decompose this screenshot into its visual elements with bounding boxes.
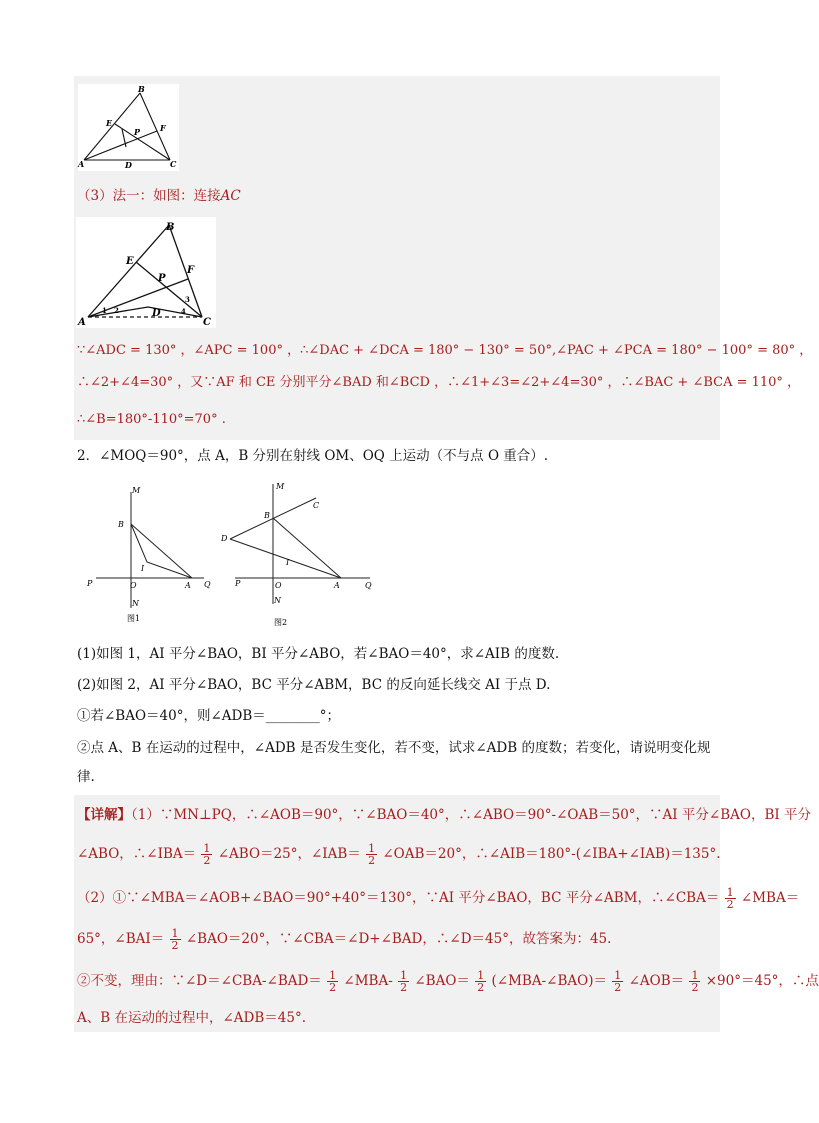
label-P: P bbox=[134, 127, 141, 137]
label-F: F bbox=[160, 123, 166, 133]
label-A: A bbox=[78, 159, 85, 169]
solution-line-1: ∵∠ADC = 130° ，∠APC = 100° ，∴∠DAC + ∠DCA = 180° − 130° = 50°,∠PAC + ∠PCA = 180° − 100° = 80° ， bbox=[77, 343, 813, 358]
solution-line-3: ∴∠B=180°-110°=70° . bbox=[77, 412, 226, 427]
label-B: B bbox=[166, 222, 175, 233]
label-M: M bbox=[276, 482, 285, 491]
label-M: M bbox=[132, 486, 141, 495]
question-2-part-2b-line1: ②点 A、B 在运动的过程中，∠ADB 是否发生变化，若不变，试求∠ADB 的度数；若变化，请说明变化规 bbox=[77, 740, 711, 756]
figure-2-caption: 图2 bbox=[274, 618, 288, 627]
angle-1: 1 bbox=[102, 306, 107, 315]
label-A: A bbox=[185, 581, 191, 590]
triangle-figure-a bbox=[78, 84, 179, 171]
detail-line-6: A、B 在运动的过程中，∠ADB＝45°. bbox=[77, 1010, 306, 1026]
fraction-half: $\frac{1}{2}$ bbox=[691, 969, 699, 994]
label-N: N bbox=[132, 599, 139, 608]
fraction-half: $\frac{1}{2}$ bbox=[726, 886, 734, 911]
label-B: B bbox=[138, 84, 145, 94]
label-B: B bbox=[118, 520, 124, 529]
question-2-part-2b-line2: 律. bbox=[77, 769, 95, 785]
detail-line-2: ∠ABO，∴∠IBA＝ $\frac{1}{2}$ ∠ABO＝25°，∠IAB＝ $\frac{1}{2}$ ∠OAB＝20°，∴∠AIB＝180°-(∠IBA+∠IAB)＝135°. bbox=[77, 842, 721, 867]
question-2-part-1: (1)如图 1，AI 平分∠BAO，BI 平分∠ABO，若∠BAO＝40°，求∠AIB 的度数. bbox=[77, 646, 560, 662]
question-2-part-2: (2)如图 2，AI 平分∠BAO，BC 平分∠ABM，BC 的反向延长线交 AI 于点 D. bbox=[77, 677, 551, 693]
label-F: F bbox=[187, 265, 195, 276]
label-Q: Q bbox=[365, 581, 372, 590]
label-B: B bbox=[264, 511, 270, 520]
label-O: O bbox=[275, 581, 282, 590]
label-P: P bbox=[87, 579, 93, 588]
detail-line-5: ②不变，理由：∵∠D＝∠CBA-∠BAD＝ $\frac{1}{2}$ ∠MBA- $\frac{1}{2}$ ∠BAO＝ $\frac{1}{2}$ (∠MBA-∠BAO)＝ $\frac{1}{2}$ ∠AOB＝ $\frac{1}{2}$ ×90°＝45°，∴点 bbox=[77, 969, 819, 994]
fraction-half: $\frac{1}{2}$ bbox=[329, 969, 337, 994]
fraction-half: $\frac{1}{2}$ bbox=[171, 927, 179, 952]
label-D: D bbox=[221, 534, 228, 543]
fraction-half: $\frac{1}{2}$ bbox=[368, 842, 376, 867]
detail-line-4: 65°，∠BAI＝ $\frac{1}{2}$ ∠BAO＝20°，∵∠CBA＝∠D+∠BAD，∴∠D＝45°，故答案为：45. bbox=[77, 927, 612, 952]
fraction-half: $\frac{1}{2}$ bbox=[614, 969, 622, 994]
fraction-half: $\frac{1}{2}$ bbox=[477, 969, 485, 994]
figure-1 bbox=[84, 482, 218, 626]
label-D: D bbox=[125, 160, 132, 170]
label-I: I bbox=[141, 564, 145, 573]
label-I: I bbox=[286, 558, 290, 567]
label-Q: Q bbox=[204, 580, 211, 589]
part3-title: （3）法一：如图：连接AC bbox=[77, 188, 241, 204]
label-C: C bbox=[313, 501, 320, 510]
fraction-half: $\frac{1}{2}$ bbox=[400, 969, 408, 994]
figure-2 bbox=[217, 478, 377, 628]
label-A: A bbox=[334, 581, 340, 590]
label-C: C bbox=[170, 159, 177, 169]
label-C: C bbox=[203, 317, 211, 328]
label-E: E bbox=[106, 118, 113, 128]
figure-1-caption: 图1 bbox=[127, 614, 141, 623]
solution-block-detail bbox=[74, 795, 720, 1032]
detail-line-1: 【详解】（1）∵MN⊥PQ，∴∠AOB＝90°，∵∠BAO＝40°，∴∠ABO＝90°-∠OAB＝50°，∵AI 平分∠BAO，BI 平分 bbox=[77, 807, 812, 823]
detail-line-3: （2）①∵∠MBA＝∠AOB+∠BAO＝90°+40°＝130°，∵AI 平分∠BAO，BC 平分∠ABM，∴∠CBA＝ $\frac{1}{2}$ ∠MBA＝ bbox=[77, 886, 800, 911]
triangle-figure-b bbox=[76, 217, 216, 328]
angle-2: 2 bbox=[114, 306, 119, 315]
label-D: D bbox=[152, 308, 161, 319]
question-2-part-2a: ①若∠BAO＝40°，则∠ADB＝________°； bbox=[77, 708, 341, 724]
question-2-stem: 2．∠MOQ＝90°，点 A，B 分别在射线 OM、OQ 上运动（不与点 O 重合）. bbox=[77, 448, 549, 464]
label-P: P bbox=[158, 273, 166, 284]
label-P: P bbox=[235, 579, 241, 588]
label-O: O bbox=[130, 581, 137, 590]
label-N: N bbox=[274, 596, 281, 605]
angle-4: 4 bbox=[181, 307, 186, 316]
label-E: E bbox=[126, 256, 134, 267]
label-A: A bbox=[78, 317, 86, 328]
fraction-half: $\frac{1}{2}$ bbox=[203, 842, 211, 867]
angle-3: 3 bbox=[185, 295, 190, 304]
solution-line-2: ∴∠2+∠4=30° ，又∵AF 和 CE 分别平分∠BAD 和∠BCD ，∴∠1+∠3=∠2+∠4=30° ，∴∠BAC + ∠BCA = 110° ， bbox=[77, 375, 801, 390]
